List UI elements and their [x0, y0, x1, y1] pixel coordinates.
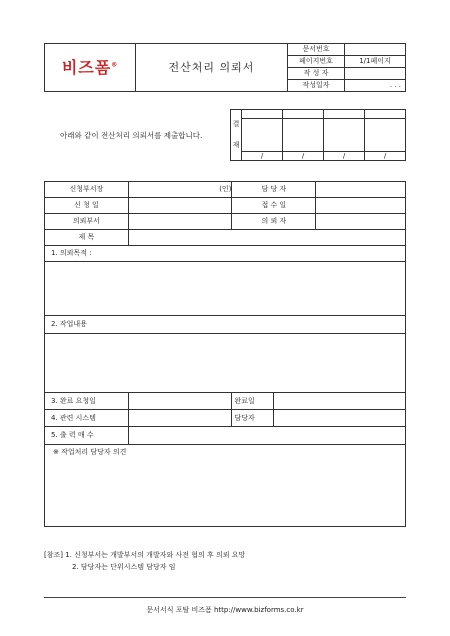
system-manager-value[interactable] — [274, 410, 405, 426]
requesting-dept-label: 의뢰부서 — [45, 214, 129, 230]
footer-divider — [44, 597, 406, 598]
receipt-date-value[interactable] — [316, 198, 406, 214]
work-content-label: 2. 작업내용 — [45, 316, 406, 334]
author-value[interactable] — [345, 68, 406, 80]
approval-label-bottom: 재 — [232, 141, 240, 149]
requester-head-value[interactable] — [128, 182, 232, 198]
approval-head-3 — [324, 110, 365, 119]
receipt-date-label: 접 수 일 — [232, 198, 316, 214]
person-in-charge-label: 담 당 자 — [232, 182, 316, 198]
approval-sign-1[interactable] — [242, 119, 283, 152]
author-label: 작 성 자 — [288, 68, 345, 80]
client-label: 의 뢰 자 — [232, 214, 316, 230]
doc-number-value[interactable] — [345, 44, 406, 56]
date-value[interactable]: . . . — [345, 80, 406, 92]
date-label: 작성일자 — [288, 80, 345, 92]
approval-head-2 — [283, 110, 324, 119]
page-number-label: 페이지번호 — [288, 56, 345, 68]
approval-label-top: 결 — [232, 120, 240, 128]
doc-number-label: 문서번호 — [288, 44, 345, 56]
requesting-dept-value[interactable] — [128, 214, 232, 230]
subject-value[interactable] — [128, 230, 405, 246]
completion-date-value[interactable] — [274, 393, 405, 409]
brand-logo — [45, 44, 136, 92]
system-manager-cell — [232, 410, 406, 427]
approval-label — [231, 110, 242, 161]
footer-text: 문서서식 포탈 비즈폼 http://www.bizforms.co.kr — [146, 606, 304, 614]
approval-head-4 — [365, 110, 406, 119]
reference-notes — [44, 549, 245, 573]
completion-date-label: 완료일 — [232, 393, 274, 409]
approval-sign-3[interactable] — [324, 119, 365, 152]
intro-text: 아래와 같이 전산처리 의뢰서를 제출합니다. — [60, 131, 203, 140]
page-number-value: 1/1페이지 — [345, 56, 406, 68]
related-system-value[interactable] — [128, 410, 232, 427]
seal-mark: (인) — [219, 185, 232, 193]
document-title: 전산처리 의뢰서 — [136, 44, 288, 92]
approval-date-3[interactable]: / — [324, 152, 365, 161]
purpose-content[interactable] — [45, 262, 406, 316]
requested-completion-label: 3. 완료 요청일 — [45, 393, 129, 410]
request-date-label: 신 청 일 — [45, 198, 129, 214]
related-system-label: 4. 관련 시스템 — [45, 410, 129, 427]
purpose-label: 1. 의뢰목적 : — [45, 246, 406, 262]
approval-sign-2[interactable] — [283, 119, 324, 152]
approval-head-1 — [242, 110, 283, 119]
request-form — [44, 181, 406, 527]
person-in-charge-value[interactable] — [316, 182, 406, 198]
document-header — [44, 43, 406, 92]
subject-label: 제 목 — [45, 230, 129, 246]
approval-date-1[interactable]: / — [242, 152, 283, 161]
opinion-label: ※ 작업처리 담당자 의견 — [53, 448, 127, 456]
approval-sign-4[interactable] — [365, 119, 406, 152]
approval-date-2[interactable]: / — [283, 152, 324, 161]
completion-cell — [232, 393, 406, 410]
work-content-body[interactable] — [45, 334, 406, 393]
requester-head-label: 신청부서장 — [45, 182, 129, 198]
opinion-box[interactable] — [45, 445, 406, 527]
output-pages-value[interactable] — [128, 427, 405, 445]
logo-text: 비즈폼 — [61, 57, 112, 77]
requested-completion-value[interactable] — [128, 393, 232, 410]
output-pages-label: 5. 출 력 매 수 — [45, 427, 129, 445]
system-manager-label: 담당자 — [232, 410, 274, 426]
registered-mark: ® — [111, 61, 119, 69]
note-line-1: [참조] 1. 신청부서는 개발부서의 개발자와 사전 협의 후 의뢰 요망 — [44, 551, 246, 559]
approval-date-4[interactable]: / — [365, 152, 406, 161]
client-value[interactable] — [316, 214, 406, 230]
note-line-2: 2. 담당자는 단위시스템 담당자 임 — [72, 563, 176, 571]
request-date-value[interactable] — [128, 198, 232, 214]
approval-box — [230, 109, 406, 161]
